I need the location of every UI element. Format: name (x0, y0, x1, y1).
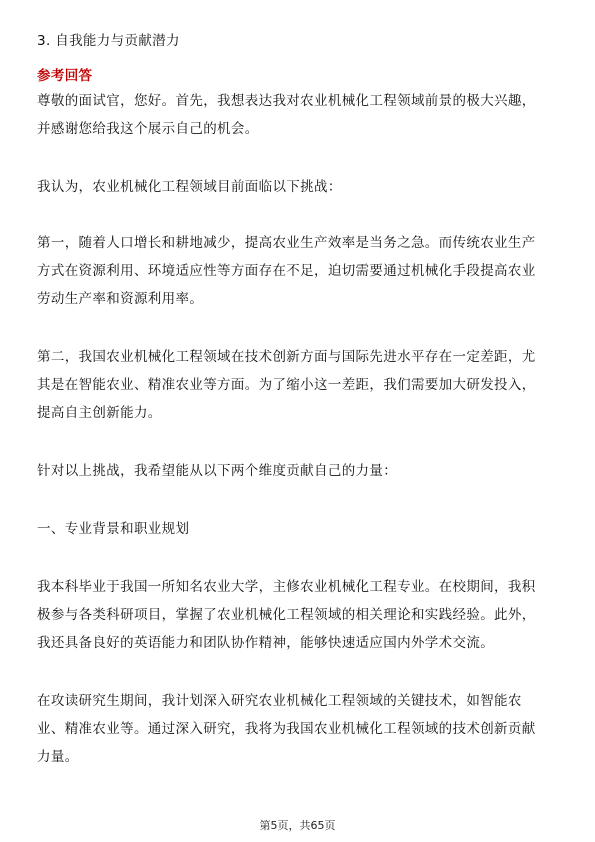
paragraph-line: 方式在资源利用、环境适应性等方面存在不足，迫切需要通过机械化手段提高农业 (37, 263, 536, 279)
paragraph-line: 其是在智能农业、精准农业等方面。为了缩小这一差距，我们需要加大研发投入， (37, 377, 536, 393)
page-number-footer: 第5页，共65页 (259, 819, 336, 832)
section-title: 3. 自我能力与贡献潜力 (37, 33, 180, 49)
paragraph-line: 劳动生产率和资源利用率。 (37, 291, 204, 307)
paragraph-line: 针对以上挑战，我希望能从以下两个维度贡献自己的力量： (37, 463, 398, 479)
paragraph-line: 力量。 (37, 749, 79, 765)
reference-answer-label: 参考回答 (37, 68, 93, 84)
subsection-heading: 一、专业背景和职业规划 (37, 521, 190, 537)
paragraph-line: 在攻读研究生期间，我计划深入研究农业机械化工程领域的关键技术，如智能农 (37, 693, 522, 709)
paragraph-line: 尊敬的面试官，您好。首先，我想表达我对农业机械化工程领域前景的极大兴趣， (37, 93, 536, 109)
paragraph-line: 业、精准农业等。通过深入研究，我将为我国农业机械化工程领域的技术创新贡献 (37, 721, 536, 737)
paragraph-line: 第一，随着人口增长和耕地减少，提高农业生产效率是当务之急。而传统农业生产 (37, 235, 536, 251)
paragraph-line: 提高自主创新能力。 (37, 405, 162, 421)
paragraph-line: 我还具备良好的英语能力和团队协作精神，能够快速适应国内外学术交流。 (37, 635, 495, 651)
paragraph-line: 我本科毕业于我国一所知名农业大学，主修农业机械化工程专业。在校期间，我积 (37, 579, 536, 595)
paragraph-line: 第二，我国农业机械化工程领域在技术创新方面与国际先进水平存在一定差距，尤 (37, 349, 536, 365)
paragraph-line: 并感谢您给我这个展示自己的机会。 (37, 121, 259, 137)
paragraph-line: 极参与各类科研项目，掌握了农业机械化工程领域的相关理论和实践经验。此外， (37, 607, 536, 623)
paragraph-line: 我认为，农业机械化工程领域目前面临以下挑战： (37, 179, 342, 195)
